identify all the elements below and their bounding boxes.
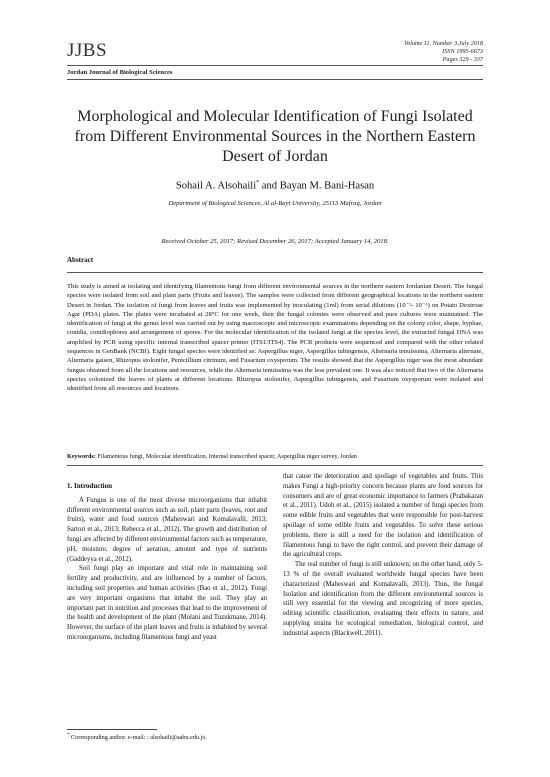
header-rule-top [67,65,483,66]
footnote-rule [67,729,157,730]
section-heading: 1. Introduction [67,482,112,490]
keywords-rule [67,465,483,466]
abstract-heading: Abstract [67,256,94,264]
left-column [67,472,267,643]
pages-line: Pages 329 - 337 [442,56,483,63]
affiliation: Department of Biological Sciences, Al al-Bayt University, 25113 Mafraq, Jordan [168,200,382,207]
keywords-label: Keywords: [67,453,96,460]
keywords-text: Filamentous fungi, Molecular identification, Internal transcribed spacer, Aspergillus niger survey, Jordan [95,453,357,460]
journal-logo: JJBS [67,40,108,61]
issn-line: ISSN 1995-6673 [442,48,483,55]
right-column [283,472,483,639]
issue-info [404,40,483,64]
author-2: and Bayan M. Bani-Hasan [259,180,375,192]
keywords [67,453,483,460]
abstract-text: This study is aimed at isolating and identifying filamentous fungi from different environmental sources in the northern eastern Jordanian Desert. The fungal species were isolated from soil and plant parts (Fruits and leaves). The samples were collected from different geographical locations in the northern eastern Desert in Jordan. The isolation of fungi from leaves and fruits was implemented by inoculating (1ml) from serial dilutions (10⁻¹- 10⁻⁶) on Potato Dextrose Agar (PDA) plates. The plates were incubated at 28°C for one week, then the fungal colonies were observed and pure cultures were maintained. The identification of fungi at the genus level was carried out by using macroscopic and microscopic examinations depending on the colony color, shape, hyphae, conidia, conidiophores and arrangement of spores. For the molecular identification of the isolated fungi at the species level, the extracted fungal DNA was amplified by PCR using specific internal transcribed spacer primer (ITS1/ITS4). The PCR products were sequenced and compared with the other related sequences in GenBank (NCBI). Eight fungal species were identified as: Aspergillus niger, Aspergillus tubingensis, Alternaria tenuissima, Alternaria alternate, Alternaria gaisen, Rhizopus stolonifer, Penicillium citrinum, and Fusarium oxysporum. The results showed that the Aspergillus niger was the most abundant fungus obtained from all the locations and resources, while the Alternaria tenuissima was the less prevalent one. It was also noticed that two of the Alternaria species colonized the leaves of plants at different locations. Rhizopus stolonifer, Aspergillus tubingensis, and Fusarium oxysporum were isolated and identified from all resources and locations. [67,283,483,393]
paragraph: Soil fungi play an important and vital role in maintaining soil fertility and productivity, and are influenced by a number of factors, including soil properties and human activities (Bao et al., 2012). Fungi are very important organisms that inhabit the soil. They play an important part in nutrition and processes that lead to the improvement of the health and development of the plant (Molani and Tuzukmane, 2014). However, the surface of the plant leaves and fruits is inhabited by several microorganisms, including filamentous fungi and yeast [67,565,267,641]
footnote [67,733,207,741]
abstract-rule [67,272,483,273]
article-title: Morphological and Molecular Identification of Fungi Isolated from Different Environmental Sources in the Northern Eastern Desert of Jordan [74,108,476,165]
authors [67,180,483,192]
paragraph: The real number of fungi is still unknown; on the other hand, only 5-13 % of the overall evaluated worldwide fungal species have been characterized (Maheswari and Komalavalli, 2013). Thus, the fungal Isolation and identification from the different environmental sources is still very essential for the viewing and recognizing of more species, editing scientific classification, evaluating their effects in nature, and supplying strains for ecological remediation, biological control, and industrial aspects (Blackwell, 2011). [283,561,483,637]
volume-line: Volume 11, Number 3,July 2018 [404,40,483,47]
footnote-mark: * [67,733,70,738]
footnote-text: Corresponding author. e-mail: : alsohaili@aabu.edu.jo. [69,734,207,742]
header-rule-bottom [67,79,483,80]
paragraph: that cause the deterioration and spoilage of vegetables and fruits. This makes Fungi a high-priority concern because plants are food sources for consumers and are of great economic importance to farmers (Prabakaran et al., 2011). Udoh et al., (2015) isolated a number of fungi species from some edible fruits and vegetables that were responsible for post-harvest spoilage of some edible fruits and vegetables. To solve these serious problems, there is still a need for the isolation and identification of filamentous fungi to have the right control, and prevent their damage of the agricultural crops. [283,473,483,559]
paragraph: A Fungus is one of the most diverse microorganisms that inhabit different environmental sources such as soil, plant parts (leaves, root and fruits), water and food sources (Maheswari and Komalavalli, 2013; Sartori et al., 2013; Rebecca et al., 2012). The growth and distribution of fungi are affected by different environmental factors such as temperature, pH, moisture, degree of aeration, amount and type of nutrients (Gaddeyya et al., 2012). [67,496,267,563]
journal-name: Jordan Journal of Biological Sciences [67,69,173,76]
corresponding-mark: * [256,180,260,186]
received-dates: Received October 25, 2017; Revised December 26, 2017; Accepted January 14, 2018. [161,238,389,245]
author-1: Sohail A. Alsohaili [175,180,257,192]
